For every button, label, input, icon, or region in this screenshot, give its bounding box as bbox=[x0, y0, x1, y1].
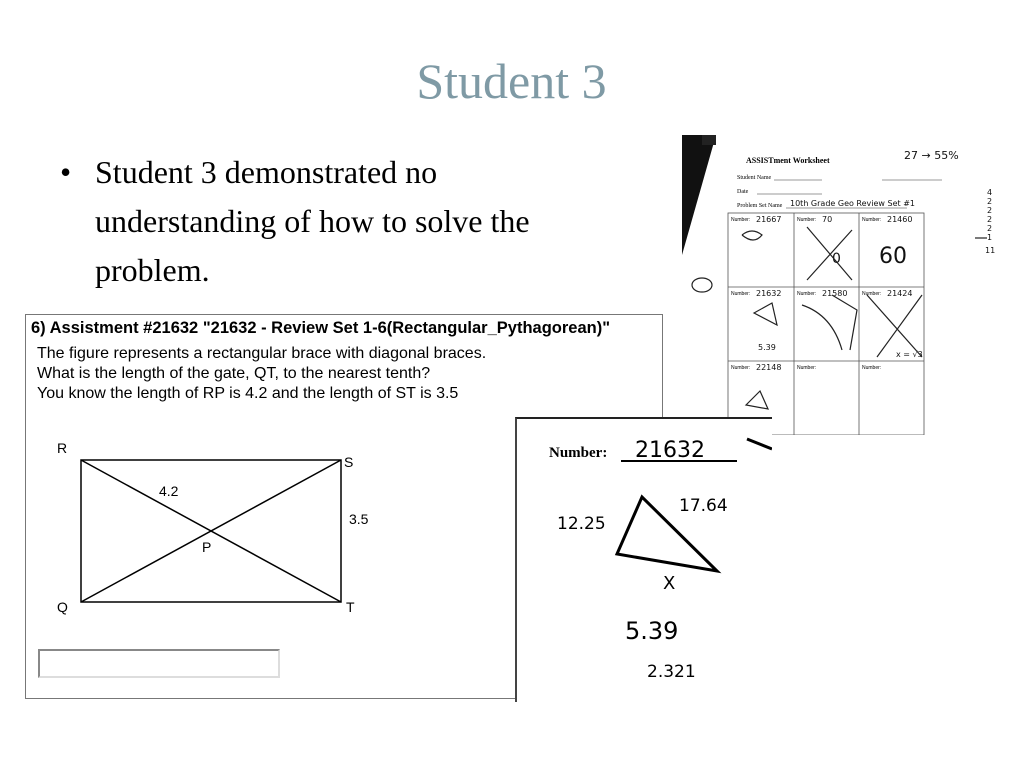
cell-6-number: 21424 bbox=[887, 289, 913, 298]
problem-line-1: The figure represents a rectangular brace with diagonal braces. bbox=[37, 345, 487, 362]
score-text: 27 → 55% bbox=[904, 149, 959, 162]
cell-1-number-label: Number: bbox=[731, 217, 751, 223]
cell-4-number: 21632 bbox=[756, 289, 782, 298]
unknown-side-label: X bbox=[663, 573, 676, 594]
cell-6-number-label: Number: bbox=[862, 291, 882, 297]
tally-total: 11 bbox=[985, 246, 996, 255]
cell-5-number-label: Number: bbox=[797, 291, 817, 297]
vertex-t-label: T bbox=[346, 599, 355, 615]
problem-line-3: You know the length of RP is 4.2 and the length of ST is 3.5 bbox=[37, 385, 459, 402]
problem-set-value: 10th Grade Geo Review Set #1 bbox=[790, 199, 915, 208]
problem-line-2: What is the length of the gate, QT, to the nearest tenth? bbox=[37, 365, 431, 382]
cell-3-number: 21460 bbox=[887, 215, 913, 224]
tally-6: 1 bbox=[987, 233, 993, 242]
tally-1: 4 bbox=[987, 188, 993, 197]
cell-3-work: 60 bbox=[879, 244, 907, 269]
left-side-value: 12.25 bbox=[557, 514, 606, 534]
tally-2: 2 bbox=[987, 197, 993, 206]
bullet-list bbox=[60, 148, 620, 295]
cell-5-number: 21580 bbox=[822, 289, 848, 298]
problem-header: 6) Assistment #21632 "21632 - Review Set 1-6(Rectangular_Pythagorean)" bbox=[31, 319, 611, 337]
top-side-value: 17.64 bbox=[679, 496, 728, 516]
scan-shadow bbox=[682, 135, 716, 255]
st-length-label: 3.5 bbox=[349, 511, 369, 527]
cell-4-work: 5.39 bbox=[758, 343, 776, 352]
cell-4-number-label: Number: bbox=[731, 291, 751, 297]
answer-input[interactable] bbox=[38, 649, 280, 678]
vertex-r-label: R bbox=[57, 440, 68, 456]
tally-5: 2 bbox=[987, 224, 993, 233]
cell-7-number-label: Number: bbox=[731, 365, 751, 371]
vertex-s-label: S bbox=[344, 454, 354, 470]
student-name-label: Student Name bbox=[737, 175, 772, 181]
date-label: Date bbox=[737, 189, 749, 195]
cell-1-number: 21667 bbox=[756, 215, 782, 224]
cell-2-number-label: Number: bbox=[797, 217, 817, 223]
rp-length-label: 4.2 bbox=[159, 483, 179, 499]
cell-3-number-label: Number: bbox=[862, 217, 882, 223]
tally-4: 2 bbox=[987, 215, 993, 224]
cell-9-number-label: Number: bbox=[862, 365, 882, 371]
cell-6-work: x = √3 bbox=[896, 350, 923, 359]
vertex-p-label: P bbox=[202, 539, 212, 555]
cell-7-number: 22148 bbox=[756, 363, 782, 372]
answer-value-1: 5.39 bbox=[625, 617, 679, 645]
cell-8-number-label: Number: bbox=[797, 365, 817, 371]
bullet-item bbox=[60, 148, 620, 295]
vertex-q-label: Q bbox=[57, 599, 68, 615]
closeup-number-label: Number: bbox=[549, 445, 608, 461]
bullet-text: Student 3 demonstrated no understanding of how to solve the problem. bbox=[95, 154, 530, 288]
bullet-dot: • bbox=[60, 154, 72, 190]
answer-value-2: 2.321 bbox=[647, 662, 696, 682]
closeup-number-value: 21632 bbox=[635, 438, 705, 463]
slide-title: Student 3 bbox=[416, 53, 607, 109]
problem-set-label: Problem Set Name bbox=[737, 203, 783, 209]
worksheet-drawing bbox=[682, 135, 1000, 435]
tally-3: 2 bbox=[987, 206, 993, 215]
worksheet-heading: ASSISTment Worksheet bbox=[746, 156, 830, 165]
cell-2-number: 70 bbox=[822, 215, 833, 224]
cell-2-work: 0 bbox=[832, 251, 841, 267]
handwritten-closeup bbox=[515, 417, 772, 702]
closeup-drawing bbox=[517, 419, 772, 702]
worksheet-scan bbox=[682, 135, 1000, 435]
